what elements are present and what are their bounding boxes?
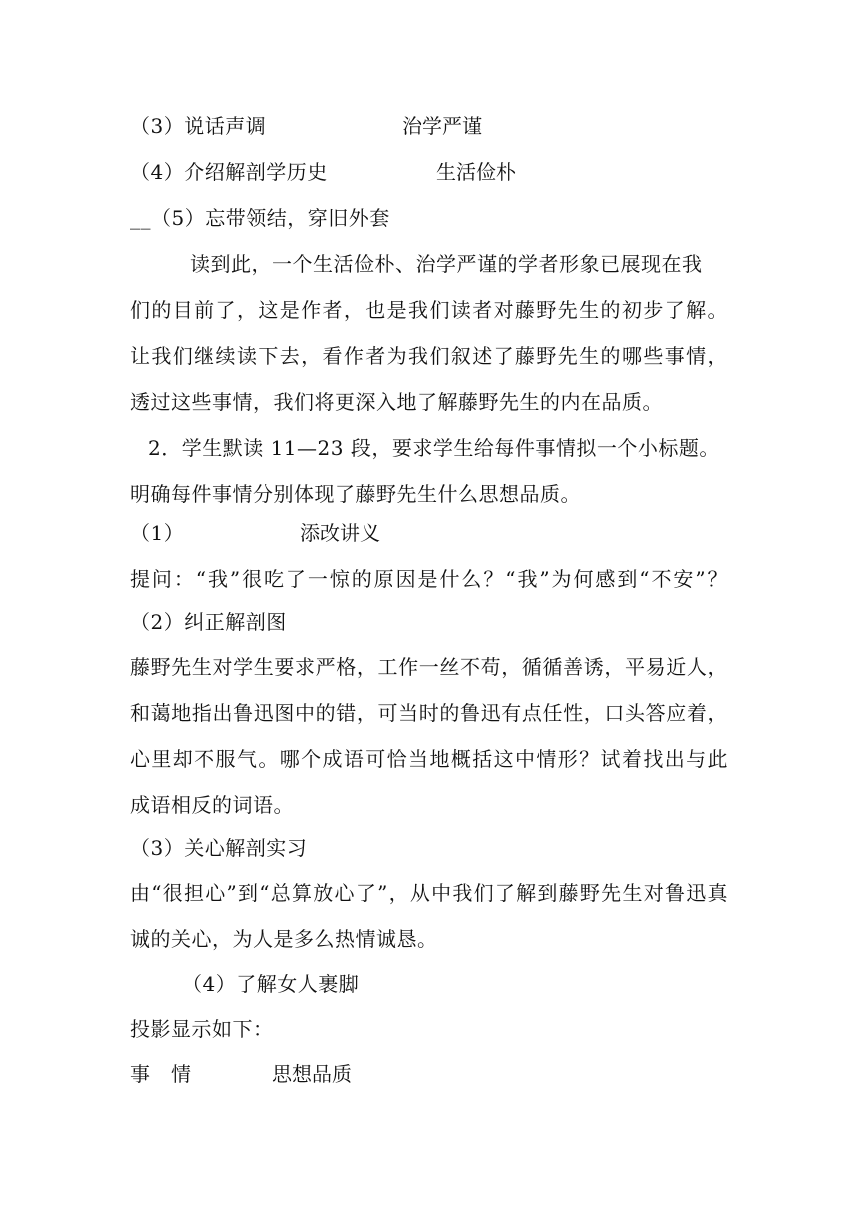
event-item-2-label: （2）纠正解剖图 — [130, 610, 287, 634]
question-line: 提问：“我”很吃了一惊的原因是什么？“我”为何感到“不安”？ — [130, 567, 728, 591]
list-item-4-quality: 生活俭朴 — [436, 160, 516, 184]
paragraph-line: 成语相反的词语。 — [130, 793, 294, 817]
paragraph-line: 读到此，一个生活俭朴、治学严谨的学者形象已展现在我 — [190, 252, 703, 276]
paragraph-line: 诚的关心，为人是多么热情诚恳。 — [130, 927, 438, 951]
event-item-4-label: （4）了解女人裹脚 — [182, 972, 360, 996]
list-item-3-quality: 治学严谨 — [402, 114, 482, 138]
event-item-1-label: （1） — [130, 521, 185, 545]
paragraph-line: 藤野先生对学生要求严格，工作一丝不苟，循循善诱，平易近人， — [130, 655, 728, 679]
table-header-event: 事 情 — [130, 1062, 192, 1086]
paragraph-line: 心里却不服气。哪个成语可恰当地概括这中情形？试着找出与此 — [130, 747, 728, 771]
list-item-3-label: （3）说话声调 — [130, 114, 267, 138]
list-item-4-label: （4）介绍解剖学历史 — [130, 160, 328, 184]
paragraph-line: 由“很担心”到“总算放心了”，从中我们了解到藤野先生对鲁迅真 — [130, 881, 728, 905]
event-item-1-title: 添改讲义 — [300, 521, 380, 545]
event-item-3-label: （3）关心解剖实习 — [130, 836, 308, 860]
paragraph-line: 投影显示如下： — [130, 1017, 274, 1041]
table-header-quality: 思想品质 — [272, 1062, 352, 1086]
paragraph-line: 明确每件事情分别体现了藤野先生什么思想品质。 — [130, 482, 581, 506]
step-heading: 2．学生默读 11—23 段，要求学生给每件事情拟一个小标题。 — [148, 436, 720, 460]
paragraph-line: 和蔼地指出鲁迅图中的错，可当时的鲁迅有点任性，口头答应着， — [130, 701, 728, 725]
paragraph-line: 们的目前了，这是作者，也是我们读者对藤野先生的初步了解。 — [130, 298, 728, 322]
paragraph-line: 透过这些事情，我们将更深入地了解藤野先生的内在品质。 — [130, 390, 663, 414]
list-item-5-label: __（5）忘带领结，穿旧外套 — [130, 206, 390, 230]
paragraph-line: 让我们继续读下去，看作者为我们叙述了藤野先生的哪些事情， — [130, 344, 728, 368]
